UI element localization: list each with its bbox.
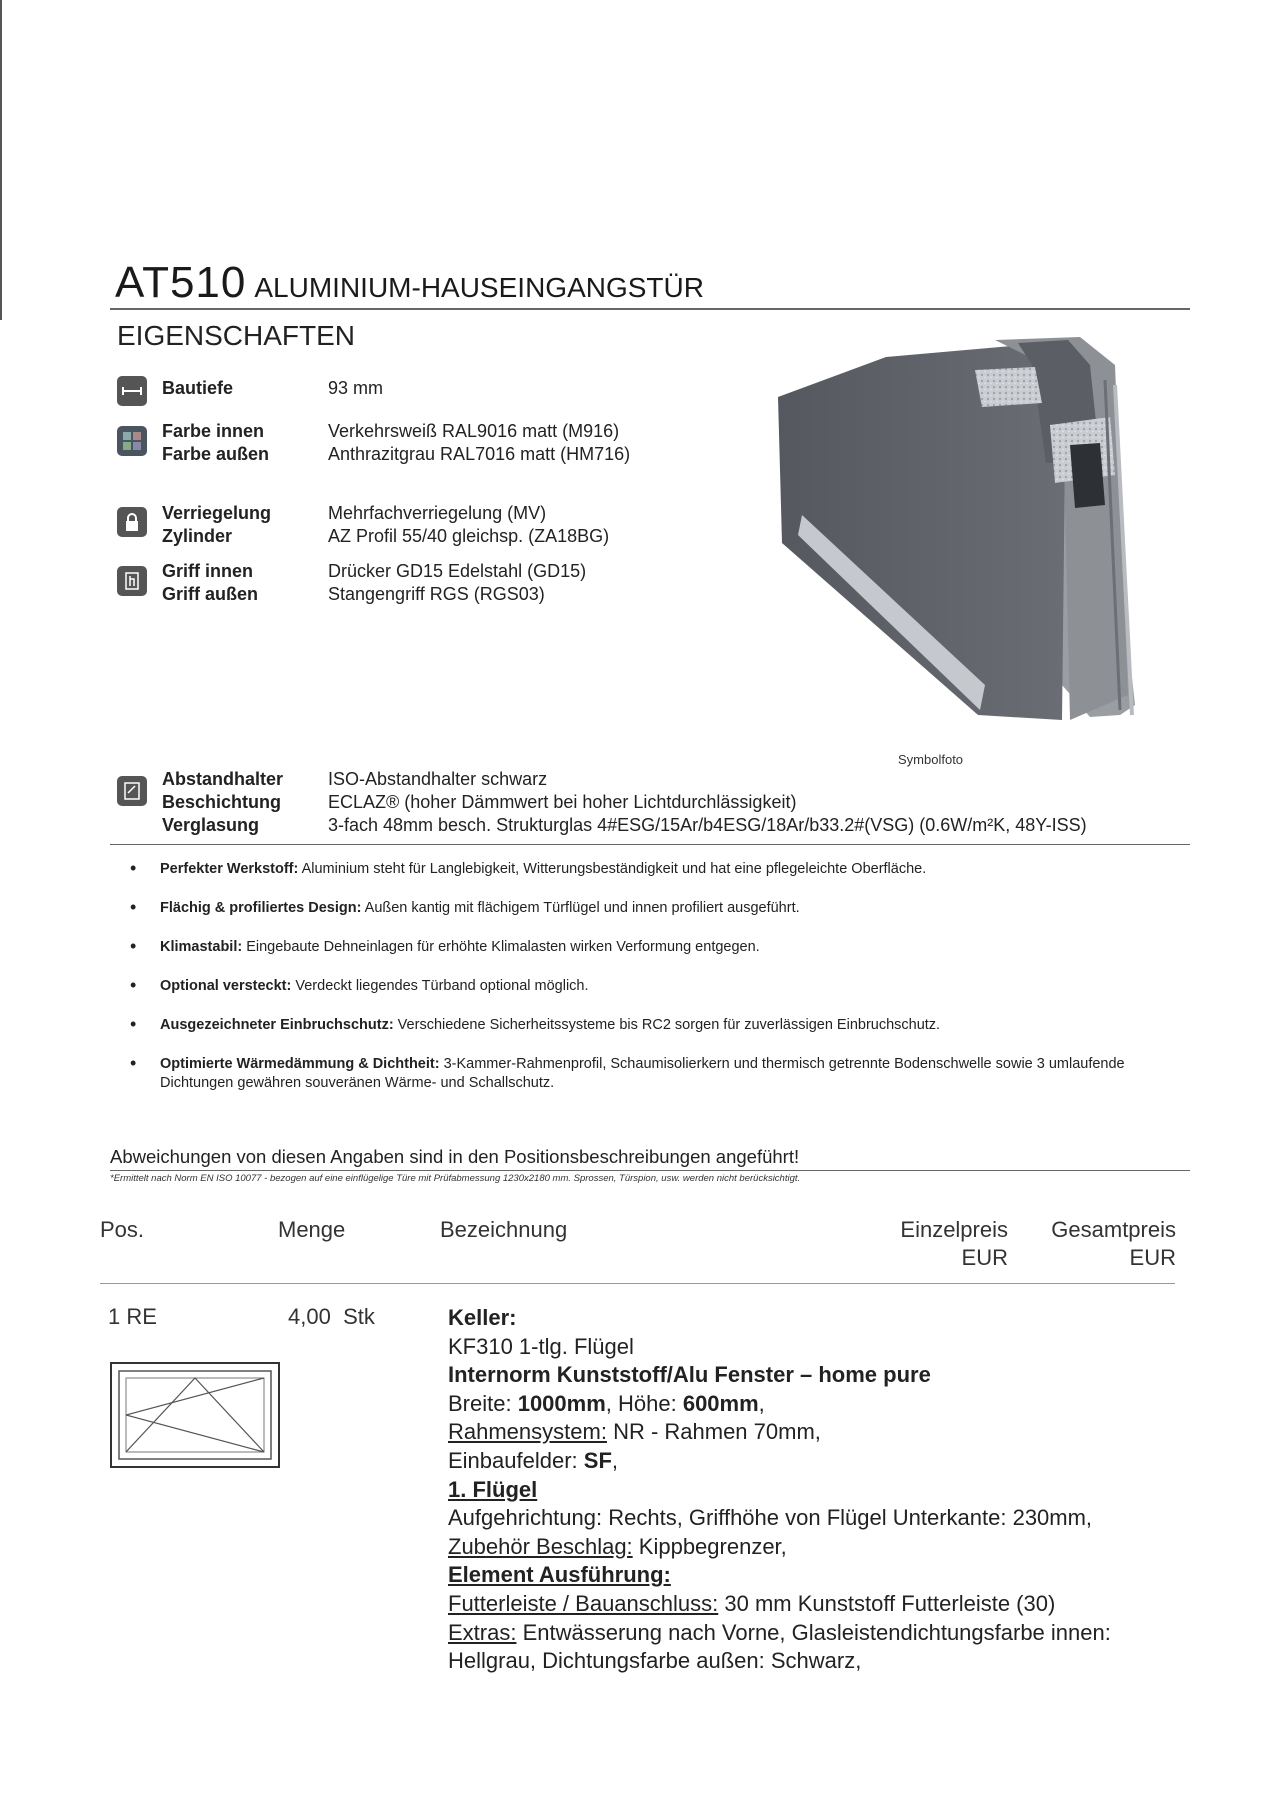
product-subtitle: ALUMINIUM-HAUSEINGANGSTÜR — [254, 272, 704, 303]
opening-direction: Aufgehrichtung: Rechts, Griffhöhe von Flügel Unterkante: 230mm, — [448, 1505, 1093, 1531]
prop-value-beschichtung: ECLAZ® (hoher Dämmwert bei hoher Lichtdurchlässigkeit) — [328, 792, 797, 812]
extras: Extras: Entwässerung nach Vorne, Glasleistendichtungsfarbe innen: — [448, 1619, 1111, 1645]
deviation-notice: Abweichungen von diesen Angaben sind in den Positionsbeschreibungen angeführt! — [110, 1146, 800, 1167]
feature-list — [130, 860, 1160, 1113]
row-pos: 1 RE — [108, 1304, 157, 1329]
frame-system: Rahmensystem: NR - Rahmen 70mm, — [448, 1419, 821, 1445]
color-palette-icon — [117, 426, 147, 456]
extras-continued: Hellgrau, Dichtungsfarbe außen: Schwarz, — [448, 1648, 862, 1674]
prop-value-farbe-aussen: Anthrazitgrau RAL7016 matt (HM716) — [328, 444, 631, 464]
prop-value-zylinder: AZ Profil 55/40 gleichsp. (ZA18BG) — [328, 526, 610, 546]
window-type: KF310 1-tlg. Flügel — [448, 1333, 634, 1359]
properties-rule — [110, 844, 1190, 845]
prop-label-verglasung: Verglasung — [162, 815, 260, 835]
feature-item: • Flächig & profiliertes Design: Außen kantig mit flächigem Türflügel und innen profiliert ausgeführt. — [130, 899, 1160, 918]
prop-label-griff-aussen: Griff außen — [162, 584, 259, 604]
col-header-menge: Menge — [278, 1217, 346, 1242]
prop-label-abstandhalter: Abstandhalter — [162, 769, 284, 789]
sash-heading: 1. Flügel — [448, 1476, 538, 1502]
lock-icon — [117, 507, 147, 537]
door-profile-illustration — [770, 325, 1190, 725]
col-header-gesamtpreis: Gesamtpreis EUR — [1051, 1217, 1176, 1270]
prop-label-farbe-aussen: Farbe außen — [162, 444, 270, 464]
section-heading: EIGENSCHAFTEN — [117, 320, 356, 351]
feature-item: • Optional versteckt: Verdeckt liegendes Türband optional möglich. — [130, 977, 1160, 996]
footnote: *Ermittelt nach Norm EN ISO 10077 - bezogen auf eine einflügelige Türe mit Prüfabmessung 1230x2180 mm. Sprossen, Türspion, usw. werden nicht berücksichtigt. — [110, 1173, 801, 1184]
title-rule — [110, 308, 1190, 310]
prop-label-griff-innen: Griff innen — [162, 561, 253, 581]
model-name: AT510 — [115, 258, 247, 307]
notice-rule — [110, 1170, 1190, 1171]
feature-item: • Ausgezeichneter Einbruchschutz: Verschiedene Sicherheitssysteme bis RC2 sorgen für zuverlässigen Einbruchschutz. — [130, 1016, 1160, 1035]
hardware-accessory: Zubehör Beschlag: Kippbegrenzer, — [448, 1533, 787, 1559]
col-header-bezeichnung: Bezeichnung — [440, 1217, 568, 1242]
prop-value-bautiefe: 93 mm — [328, 378, 384, 398]
prop-value-griff-aussen: Stangengriff RGS (RGS03) — [328, 584, 545, 604]
element-heading: Element Ausführung: — [448, 1562, 671, 1588]
prop-value-abstandhalter: ISO-Abstandhalter schwarz — [328, 769, 548, 789]
prop-value-farbe-innen: Verkehrsweiß RAL9016 matt (M916) — [328, 421, 620, 441]
page-edge-line — [0, 0, 2, 320]
room-label: Keller: — [448, 1305, 517, 1330]
row-description — [448, 1304, 1111, 1676]
prop-value-griff-innen: Drücker GD15 Edelstahl (GD15) — [328, 561, 587, 581]
col-header-pos: Pos. — [100, 1217, 145, 1242]
symbolfoto-caption: Symbolfoto — [898, 752, 964, 767]
install-fields: Einbaufelder: SF, — [448, 1447, 619, 1473]
handle-icon — [117, 566, 147, 596]
glazing-icon — [117, 776, 147, 806]
product-name: Internorm Kunststoff/Alu Fenster – home pure — [448, 1362, 931, 1388]
feature-item: • Klimastabil: Eingebaute Dehneinlagen für erhöhte Klimalasten wirken Verformung entgegen. — [130, 938, 1160, 957]
table-header-rule — [100, 1283, 1175, 1284]
prop-label-verriegelung: Verriegelung — [162, 503, 272, 523]
feature-item: • Optimierte Wärmedämmung & Dichtheit: 3-Kammer-Rahmenprofil, Schaumisolierkern und thermisch getrennte Bodenschwelle sowie 3 umlaufende Dichtungen gewähren souveränen Wärme- und Schallschutz. — [130, 1055, 1160, 1093]
prop-label-bautiefe: Bautiefe — [162, 378, 234, 398]
page-title — [115, 258, 704, 308]
prop-label-beschichtung: Beschichtung — [162, 792, 282, 812]
prop-label-zylinder: Zylinder — [162, 526, 233, 546]
feature-item: • Perfekter Werkstoff: Aluminium steht für Langlebigkeit, Witterungsbeständigkeit und hat eine pflegeleichte Oberfläche. — [130, 860, 1160, 879]
trim-strip: Futterleiste / Bauanschluss: 30 mm Kunststoff Futterleiste (30) — [448, 1590, 1056, 1616]
prop-label-farbe-innen: Farbe innen — [162, 421, 265, 441]
row-menge: 4,00 Stk — [288, 1304, 375, 1329]
prop-value-verriegelung: Mehrfachverriegelung (MV) — [328, 503, 547, 523]
col-header-einzelpreis: Einzelpreis EUR — [900, 1217, 1008, 1270]
prop-value-verglasung: 3-fach 48mm besch. Strukturglas 4#ESG/15Ar/b4ESG/18Ar/b33.2#(VSG) (0.6W/m²K, 48Y-ISS) — [328, 815, 1087, 835]
depth-icon — [117, 376, 147, 406]
dimensions: Breite: 1000mm, Höhe: 600mm, — [448, 1390, 765, 1416]
window-sketch — [110, 1362, 280, 1468]
